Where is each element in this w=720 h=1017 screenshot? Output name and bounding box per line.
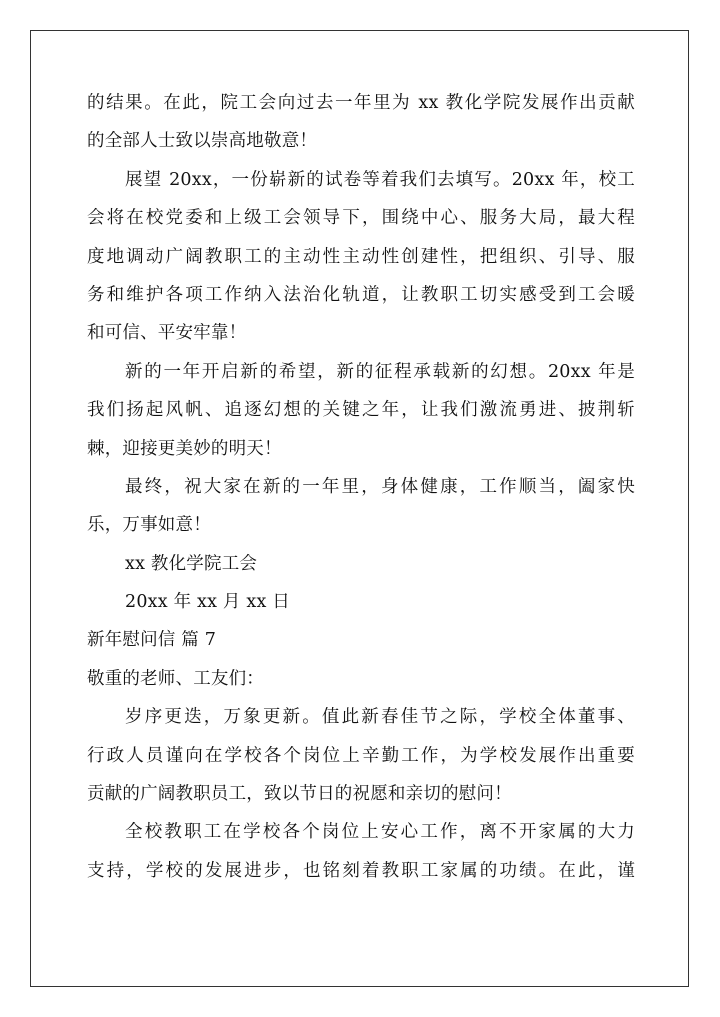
text-line: 支持，学校的发展进步，也铭刻着教职工家属的功绩。在此，谨 (87, 860, 635, 881)
salutation: 敬重的老师、工友们： (87, 668, 264, 689)
text-line: 棘，迎接更美妙的明天！ (87, 438, 282, 459)
signature-date: 20xx 年 xx 月 xx 日 (125, 592, 290, 613)
text-line: 的结果。在此，院工会向过去一年里为 xx 教化学院发展作出贡献 (87, 93, 635, 113)
text-line: 最终，祝大家在新的一年里，身体健康，工作顺当，阖家快 (125, 476, 635, 497)
document-body (87, 84, 635, 890)
text-line: 务和维护各项工作纳入法治化轨道，让教职工切实感受到工会暖 (87, 284, 635, 305)
signature-organization: xx 教化学院工会 (125, 553, 258, 574)
text-line: 的全部人士致以崇高地敬意！ (87, 131, 318, 152)
text-line: 全校教职工在学校各个岗位上安心工作，离不开家属的大力 (125, 822, 635, 843)
text-line: 和可信、平安牢靠！ (87, 323, 247, 344)
text-line: 行政人员谨向在学校各个岗位上辛勤工作，为学校发展作出重要 (87, 745, 635, 766)
text-line: 岁序更迭，万象更新。值此新春佳节之际，学校全体董事、 (125, 707, 635, 728)
text-line: 乐，万事如意！ (87, 515, 211, 536)
text-line: 我们扬起风帆、追逐幻想的关键之年，让我们激流勇进、披荆斩 (87, 400, 635, 421)
text-line: 会将在校党委和上级工会领导下，围绕中心、服务大局，最大程 (87, 208, 635, 229)
section-title: 新年慰问信 篇 7 (87, 630, 217, 651)
text-line: 贡献的广阔教职员工，致以节日的祝愿和亲切的慰问！ (87, 784, 512, 805)
text-line: 展望 20xx，一份崭新的试卷等着我们去填写。20xx 年，校工 (125, 169, 635, 190)
text-line: 度地调动广阔教职工的主动性主动性创建性，把组织、引导、服 (87, 246, 635, 267)
text-line: 新的一年开启新的希望，新的征程承载新的幻想。20xx 年是 (125, 361, 635, 382)
